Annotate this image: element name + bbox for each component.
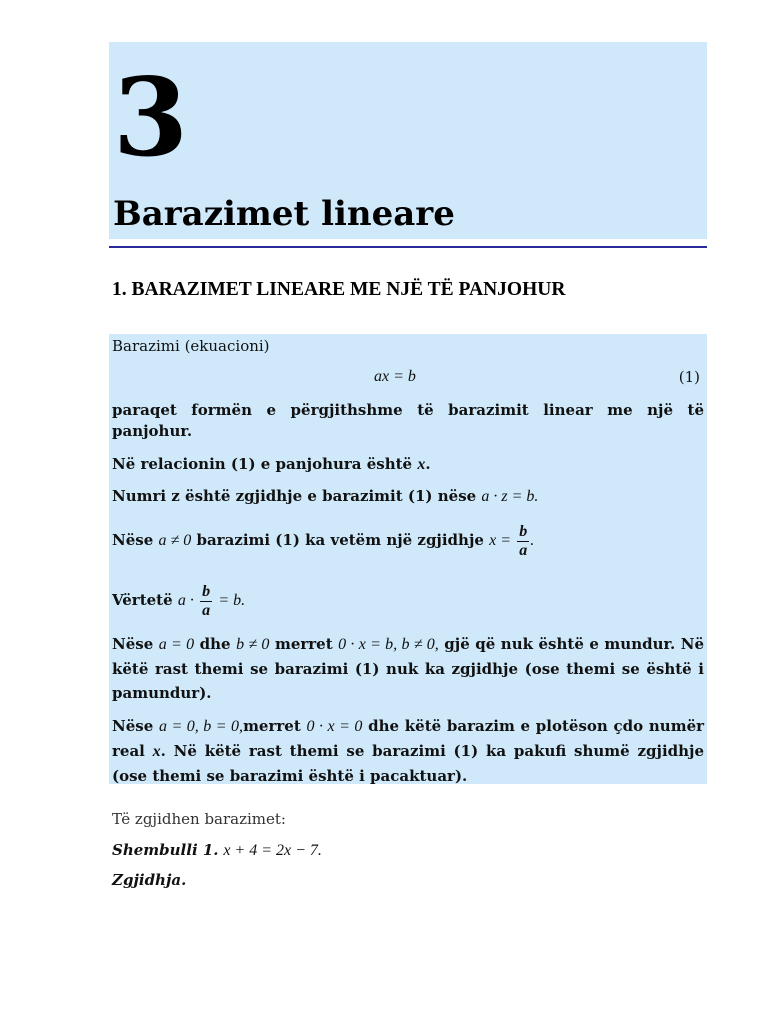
p7-text-c: dhe këtë barazim e plotëson çdo numër real <box>112 717 705 760</box>
p4-fraction-denominator: a <box>519 541 528 559</box>
p7-math-1: a = 0, b = 0, <box>158 718 244 735</box>
p5-fraction <box>200 583 212 620</box>
p4-prefix: Nëse <box>112 531 159 549</box>
equation-row <box>112 368 704 390</box>
p7-text-b: merret <box>243 717 307 735</box>
example-label: Shembulli 1. <box>112 841 219 859</box>
definition-intro: Barazimi (ekuacioni) <box>112 337 270 355</box>
p4-middle: barazimi (1) ka vetëm një zgjidhje <box>191 531 490 549</box>
p6-text-b: dhe <box>194 635 237 653</box>
chapter-header <box>109 42 707 239</box>
p2-variable: x <box>417 456 426 473</box>
p4-lhs: x = <box>489 532 512 549</box>
chapter-number: 3 <box>113 55 189 181</box>
definition-paragraph-5 <box>112 578 704 623</box>
p6-math-3: 0 · x = b, b ≠ 0, <box>338 636 439 653</box>
definition-paragraph-3 <box>112 486 704 507</box>
p3-math: a · z = b. <box>481 488 539 505</box>
p6-math-2: b ≠ 0 <box>236 636 270 653</box>
p2-prefix: Në relacionin (1) e panjohura është <box>112 455 418 473</box>
p7-text-d: . Në këtë rast themi se barazimi (1) ka pakufi shumë zgjidhje (ose themi se barazimi është i pacaktuar). <box>112 742 705 785</box>
p4-fraction <box>517 523 529 560</box>
p7-text-a: Nëse <box>112 717 159 735</box>
p6-text-d: gjë që nuk është e mundur. Në këtë rast themi se barazimi (1) nuk ka zgjidhje (ose themi se është i pamundur). <box>112 635 705 702</box>
definition-paragraph-2 <box>112 454 704 475</box>
exercise-intro: Të zgjidhen barazimet: <box>112 810 286 828</box>
p6-text-a: Nëse <box>112 635 159 653</box>
p5-fraction-numerator: b <box>202 582 211 600</box>
p5-prefix: Vërtetë <box>112 591 178 609</box>
p2-suffix: . <box>425 455 431 473</box>
p6-math-1: a = 0 <box>158 636 195 653</box>
example-line <box>112 840 322 861</box>
p3-prefix: Numri z është zgjidhje e barazimit (1) nëse <box>112 487 482 505</box>
p5-rhs: = b. <box>218 592 246 609</box>
equation-main: ax = b <box>374 368 416 385</box>
solution-label: Zgjidhja. <box>112 871 187 889</box>
section-heading: 1. BARAZIMET LINEARE ME NJË TË PANJOHUR <box>112 279 566 300</box>
p4-fraction-numerator: b <box>519 522 528 540</box>
p6-text-c: merret <box>269 635 339 653</box>
p5-fraction-denominator: a <box>202 601 211 619</box>
equation-number: (1) <box>678 368 700 386</box>
p7-variable: x <box>152 743 161 760</box>
p7-math-2: 0 · x = 0 <box>306 718 363 735</box>
p4-condition: a ≠ 0 <box>158 532 192 549</box>
p5-lhs: a · <box>177 592 194 609</box>
header-divider <box>109 246 707 248</box>
definition-paragraph-6 <box>112 632 704 705</box>
chapter-title: Barazimet lineare <box>113 194 455 234</box>
definition-paragraph-7 <box>112 714 704 788</box>
p4-end: . <box>530 532 535 549</box>
definition-paragraph-1: paraqet formën e përgjithshme të barazimit linear me një të panjohur. <box>112 401 704 440</box>
definition-paragraph-4 <box>112 518 704 563</box>
definition-box <box>109 334 707 784</box>
example-equation: x + 4 = 2x − 7. <box>223 842 322 859</box>
